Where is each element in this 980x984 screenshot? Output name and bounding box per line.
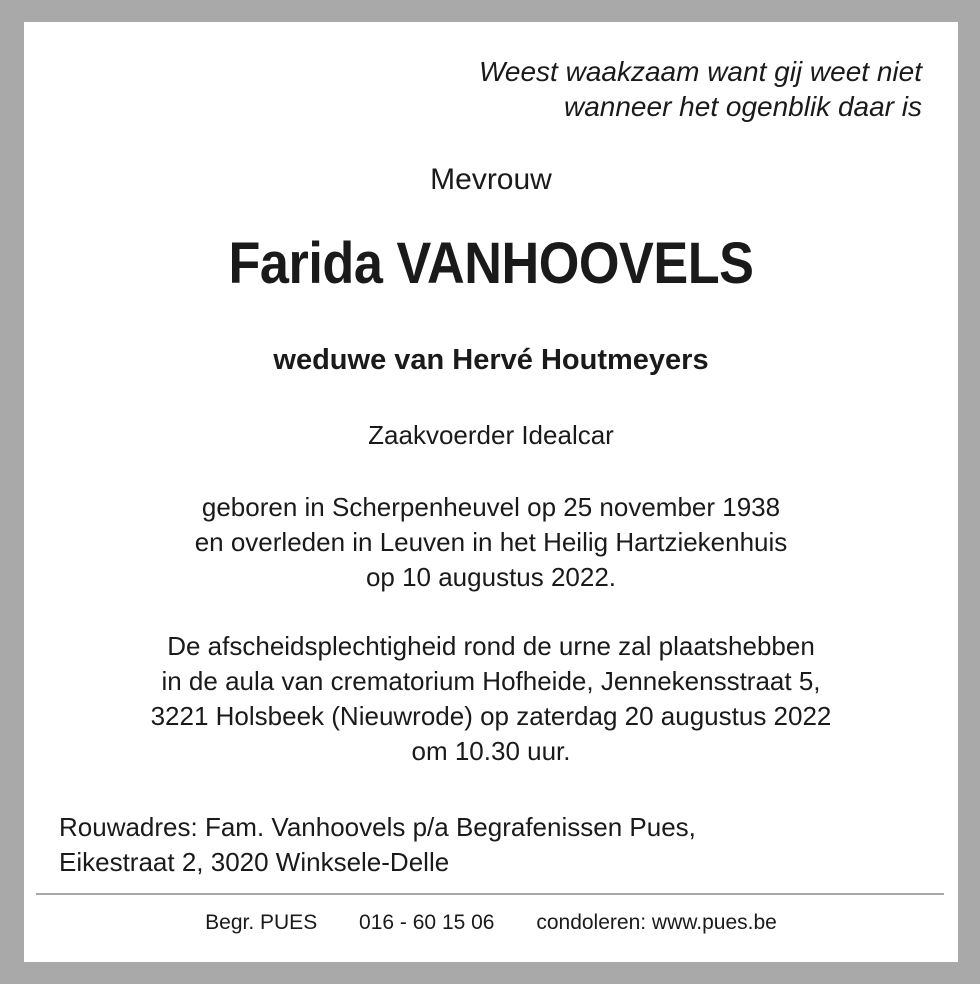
ceremony-line-3: 3221 Holsbeek (Nieuwrode) op zaterdag 20 augustus 2022: [150, 701, 832, 731]
address-line-1: Rouwadres: Fam. Vanhoovels p/a Begrafenissen Pues,: [59, 812, 696, 842]
profession: Zaakvoerder Idealcar: [368, 420, 614, 450]
birth-line-2: en overleden in Leuven in het Heilig Hartziekenhuis: [194, 527, 788, 557]
mourning-address: [59, 810, 696, 880]
spouse-line: weduwe van Hervé Houtmeyers: [273, 344, 709, 376]
ceremony-info: [24, 629, 958, 769]
phone-number: 016 - 60 15 06: [359, 911, 495, 934]
footer-divider: [36, 893, 944, 895]
title-prefix: Mevrouw: [430, 163, 552, 196]
birth-line-1: geboren in Scherpenheuvel op 25 november 1938: [201, 492, 781, 522]
birth-death-info: [24, 490, 958, 595]
ceremony-line-4: om 10.30 uur.: [411, 736, 571, 766]
condolence-link: condoleren: www.pues.be: [536, 911, 777, 934]
footer: [24, 910, 958, 936]
funeral-company: Begr. PUES: [205, 911, 318, 934]
ceremony-line-2: in de aula van crematorium Hofheide, Jennekensstraat 5,: [161, 666, 821, 696]
quote-line-2: wanneer het ogenblik daar is: [563, 91, 922, 122]
address-line-2: Eikestraat 2, 3020 Winksele-Delle: [59, 847, 450, 877]
birth-line-3: op 10 augustus 2022.: [365, 562, 617, 592]
deceased-name: Farida VANHOOVELS: [228, 231, 754, 296]
ceremony-line-1: De afscheidsplechtigheid rond de urne zal plaatshebben: [167, 631, 815, 661]
quote: [479, 54, 922, 124]
obituary-card: [24, 22, 958, 962]
quote-line-1: Weest waakzaam want gij weet niet: [478, 56, 922, 87]
